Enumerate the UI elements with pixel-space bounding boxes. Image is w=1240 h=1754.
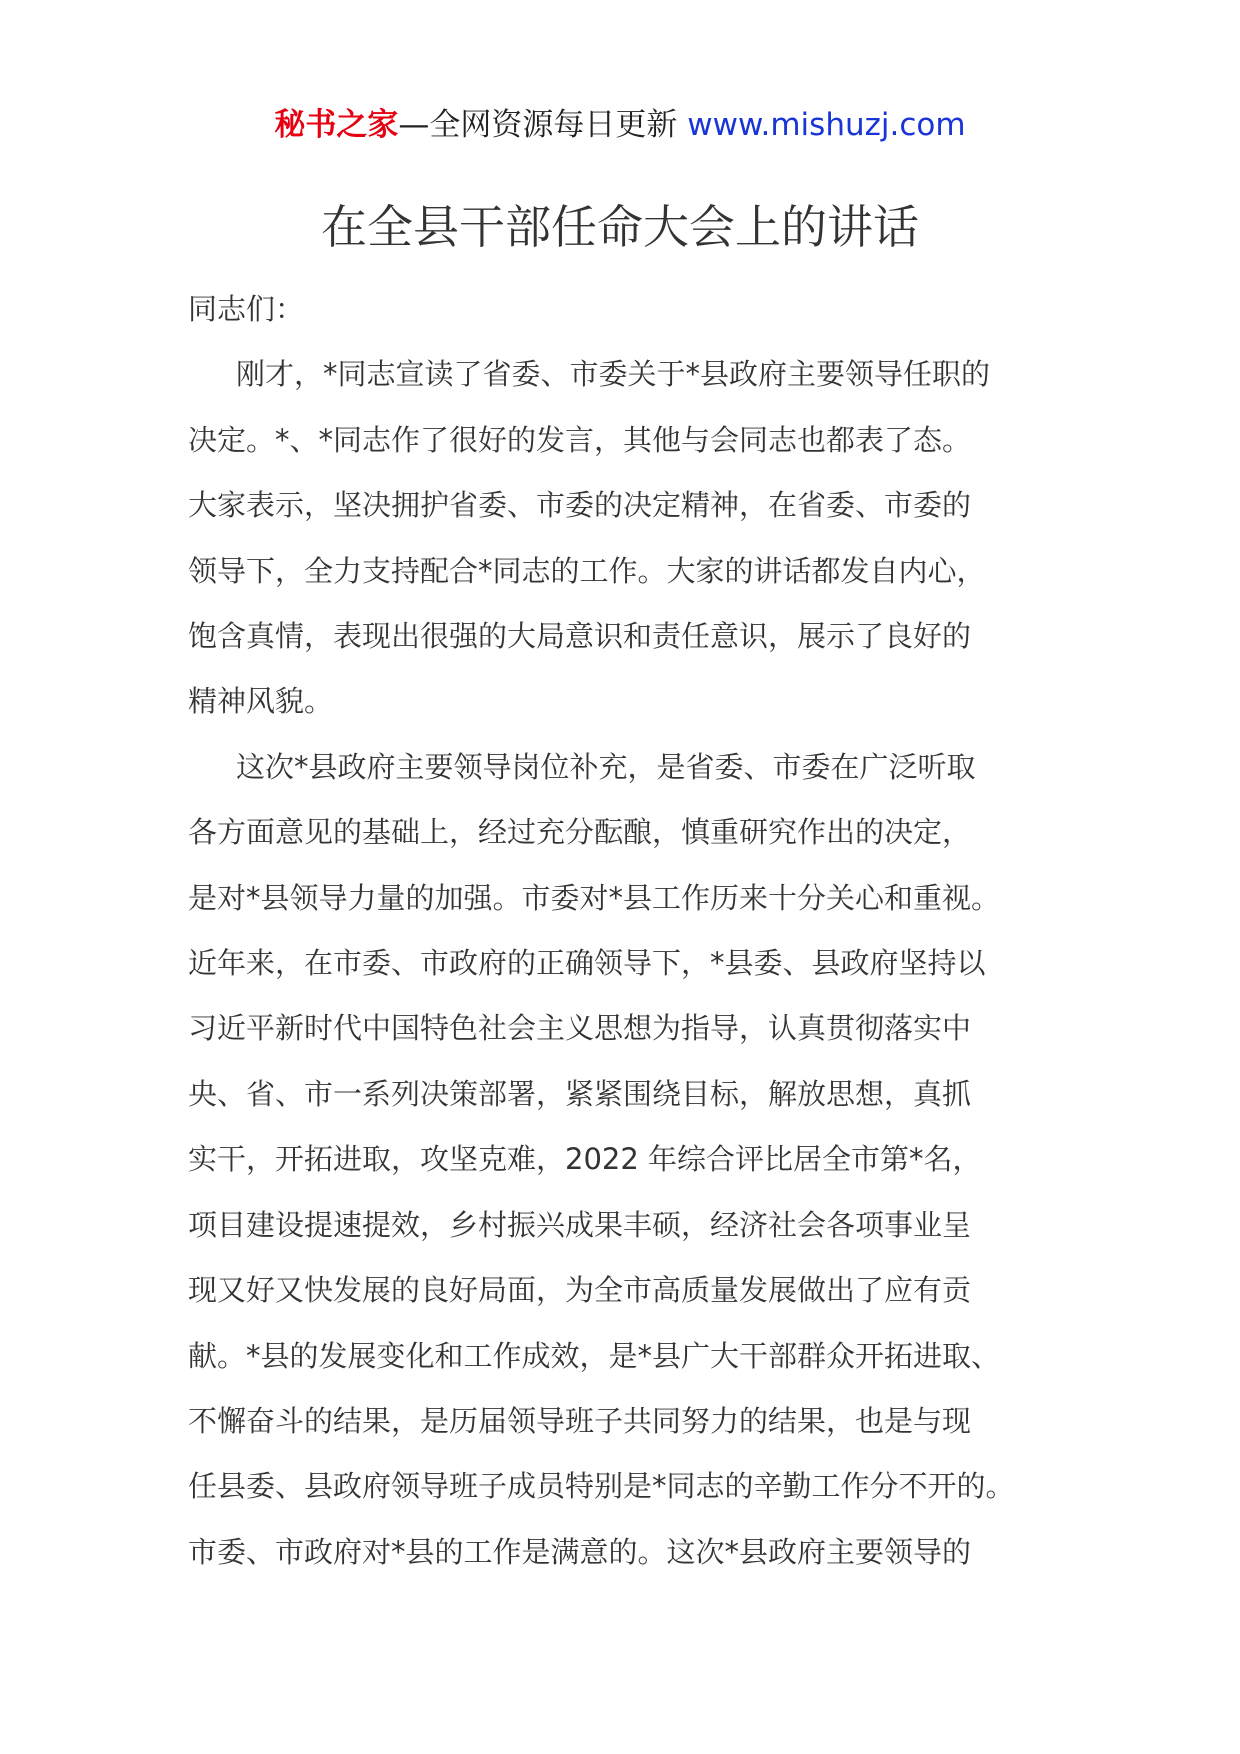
paragraph-line: 市委、市政府对*县的工作是满意的。这次*县政府主要领导的 [188, 1534, 972, 1569]
paragraph-line: 大家表示，坚决拥护省委、市委的决定精神，在省委、市委的 [188, 488, 972, 523]
paragraph-line: 央、省、市一系列决策部署，紧紧围绕目标，解放思想，真抓 [188, 1076, 972, 1111]
site-header [0, 100, 1240, 150]
paragraph-line: 任县委、县政府领导班子成员特别是*同志的辛勤工作分不开的。 [188, 1469, 1015, 1504]
paragraph-line: 各方面意见的基础上，经过充分酝酿，慎重研究作出的决定， [188, 815, 972, 850]
paragraph-line: 决定。*、*同志作了很好的发言，其他与会同志也都表了态。 [188, 422, 972, 457]
paragraph-line: 领导下，全力支持配合*同志的工作。大家的讲话都发自内心， [188, 553, 986, 588]
brand-name: 秘书之家 [274, 107, 399, 143]
paragraph-line: 不懈奋斗的结果，是历届领导班子共同努力的结果，也是与现 [188, 1403, 972, 1438]
paragraph-line: 是对*县领导力量的加强。市委对*县工作历来十分关心和重视。 [188, 880, 1001, 915]
paragraph-line: 饱含真情，表现出很强的大局意识和责任意识，展示了良好的 [188, 619, 972, 654]
paragraph-line: 习近平新时代中国特色社会主义思想为指导，认真贯彻落实中 [188, 1011, 972, 1046]
paragraph-line: 项目建设提速提效，乡村振兴成果丰硕，经济社会各项事业呈 [188, 1207, 972, 1242]
paragraph-1 [188, 342, 1078, 734]
salutation: 同志们： [188, 292, 305, 326]
paragraph-line: 精神风貌。 [188, 684, 334, 719]
paragraph-line: 刚才，*同志宣读了省委、市委关于*县政府主要领导任职的 [236, 357, 991, 392]
document-title: 在全县干部任命大会上的讲话 [321, 200, 919, 254]
paragraph-line: 献。*县的发展变化和工作成效，是*县广大干部群众开拓进取、 [188, 1338, 1001, 1373]
paragraph-line: 实干，开拓进取，攻坚克难，2022 年综合评比居全市第*名， [188, 1142, 982, 1177]
paragraph-line: 现又好又快发展的良好局面，为全市高质量发展做出了应有贡 [188, 1273, 972, 1308]
document-body [188, 277, 1078, 1585]
site-url-link[interactable]: www.mishuzj.com [687, 107, 966, 143]
paragraph-line: 这次*县政府主要领导岗位补充，是省委、市委在广泛听取 [236, 749, 976, 784]
paragraph-2 [188, 735, 1078, 1585]
header-tagline: —全网资源每日更新 [398, 107, 688, 143]
paragraph-line: 近年来，在市委、市政府的正确领导下，*县委、县政府坚持以 [188, 946, 986, 981]
